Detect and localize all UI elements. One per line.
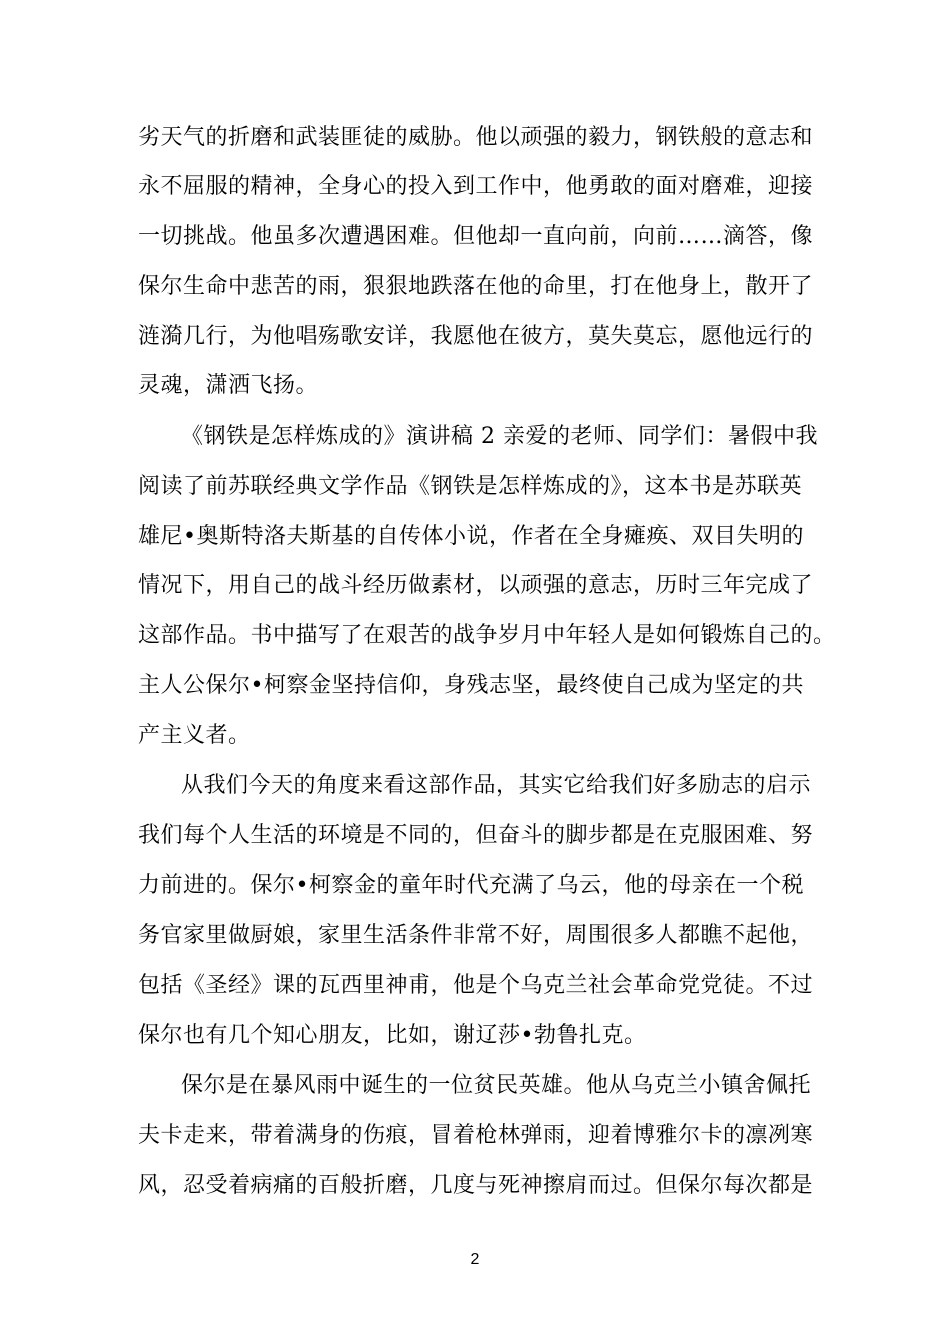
text-line: 力前进的。保尔•柯察金的童年时代充满了乌云，他的母亲在一个税 — [138, 873, 804, 898]
text-line: 一切挑战。他虽多次遭遇困难。但他却一直向前，向前……滴答，像 — [138, 224, 814, 249]
text-line: 灵魂，潇洒飞扬。 — [138, 373, 319, 398]
text-line: 这部作品。书中描写了在艰苦的战争岁月中年轻人是如何锻炼自己的。 — [138, 623, 836, 648]
text-line: 雄尼•奥斯特洛夫斯基的自传体小说，作者在全身瘫痪、双目失明的 — [138, 524, 804, 549]
text-line: 产主义者。 — [138, 723, 251, 748]
text-line: 务官家里做厨娘，家里生活条件非常不好，周围很多人都瞧不起他， — [138, 923, 814, 948]
text-line: 从我们今天的角度来看这部作品，其实它给我们好多励志的启示 — [181, 773, 812, 798]
text-line: 风，忍受着病痛的百般折磨，几度与死神擦肩而过。但保尔每次都是 — [138, 1173, 814, 1198]
text-line: 情况下，用自己的战斗经历做素材，以顽强的意志，历时三年完成了 — [138, 573, 814, 598]
text-line: 阅读了前苏联经典文学作品《钢铁是怎样炼成的》，这本书是苏联英 — [138, 474, 803, 499]
text-line: 保尔是在暴风雨中诞生的一位贫民英雄。他从乌克兰小镇舍佩托 — [181, 1073, 812, 1098]
text-line: 劣天气的折磨和武装匪徒的威胁。他以顽强的毅力，钢铁般的意志和 — [138, 125, 814, 150]
text-line: 包括《圣经》课的瓦西里神甫，他是个乌克兰社会革命党党徒。不过 — [138, 973, 814, 998]
text-line: 我们每个人生活的环境是不同的，但奋斗的脚步都是在克服困难、努 — [138, 823, 814, 848]
text-line: 保尔也有几个知心朋友，比如，谢辽莎•勃鲁扎克。 — [138, 1023, 647, 1048]
text-line: 保尔生命中悲苦的雨，狠狠地跌落在他的命里，打在他身上，散开了 — [138, 274, 814, 299]
text-line: 主人公保尔•柯察金坚持信仰，身残志坚，最终使自己成为坚定的共 — [138, 673, 804, 698]
page-number: 2 — [470, 1251, 480, 1268]
text-line: 永不屈服的精神，全身心的投入到工作中，他勇敢的面对磨难，迎接 — [138, 174, 814, 199]
text-line: 夫卡走来，带着满身的伤痕，冒着枪林弹雨，迎着博雅尔卡的凛冽寒 — [138, 1123, 814, 1148]
text-line: 涟漪几行，为他唱殇歌安详，我愿他在彼方，莫失莫忘，愿他远行的 — [138, 324, 814, 349]
text-line: 《钢铁是怎样炼成的》演讲稿 2 亲爱的老师、同学们：暑假中我 — [181, 424, 818, 449]
